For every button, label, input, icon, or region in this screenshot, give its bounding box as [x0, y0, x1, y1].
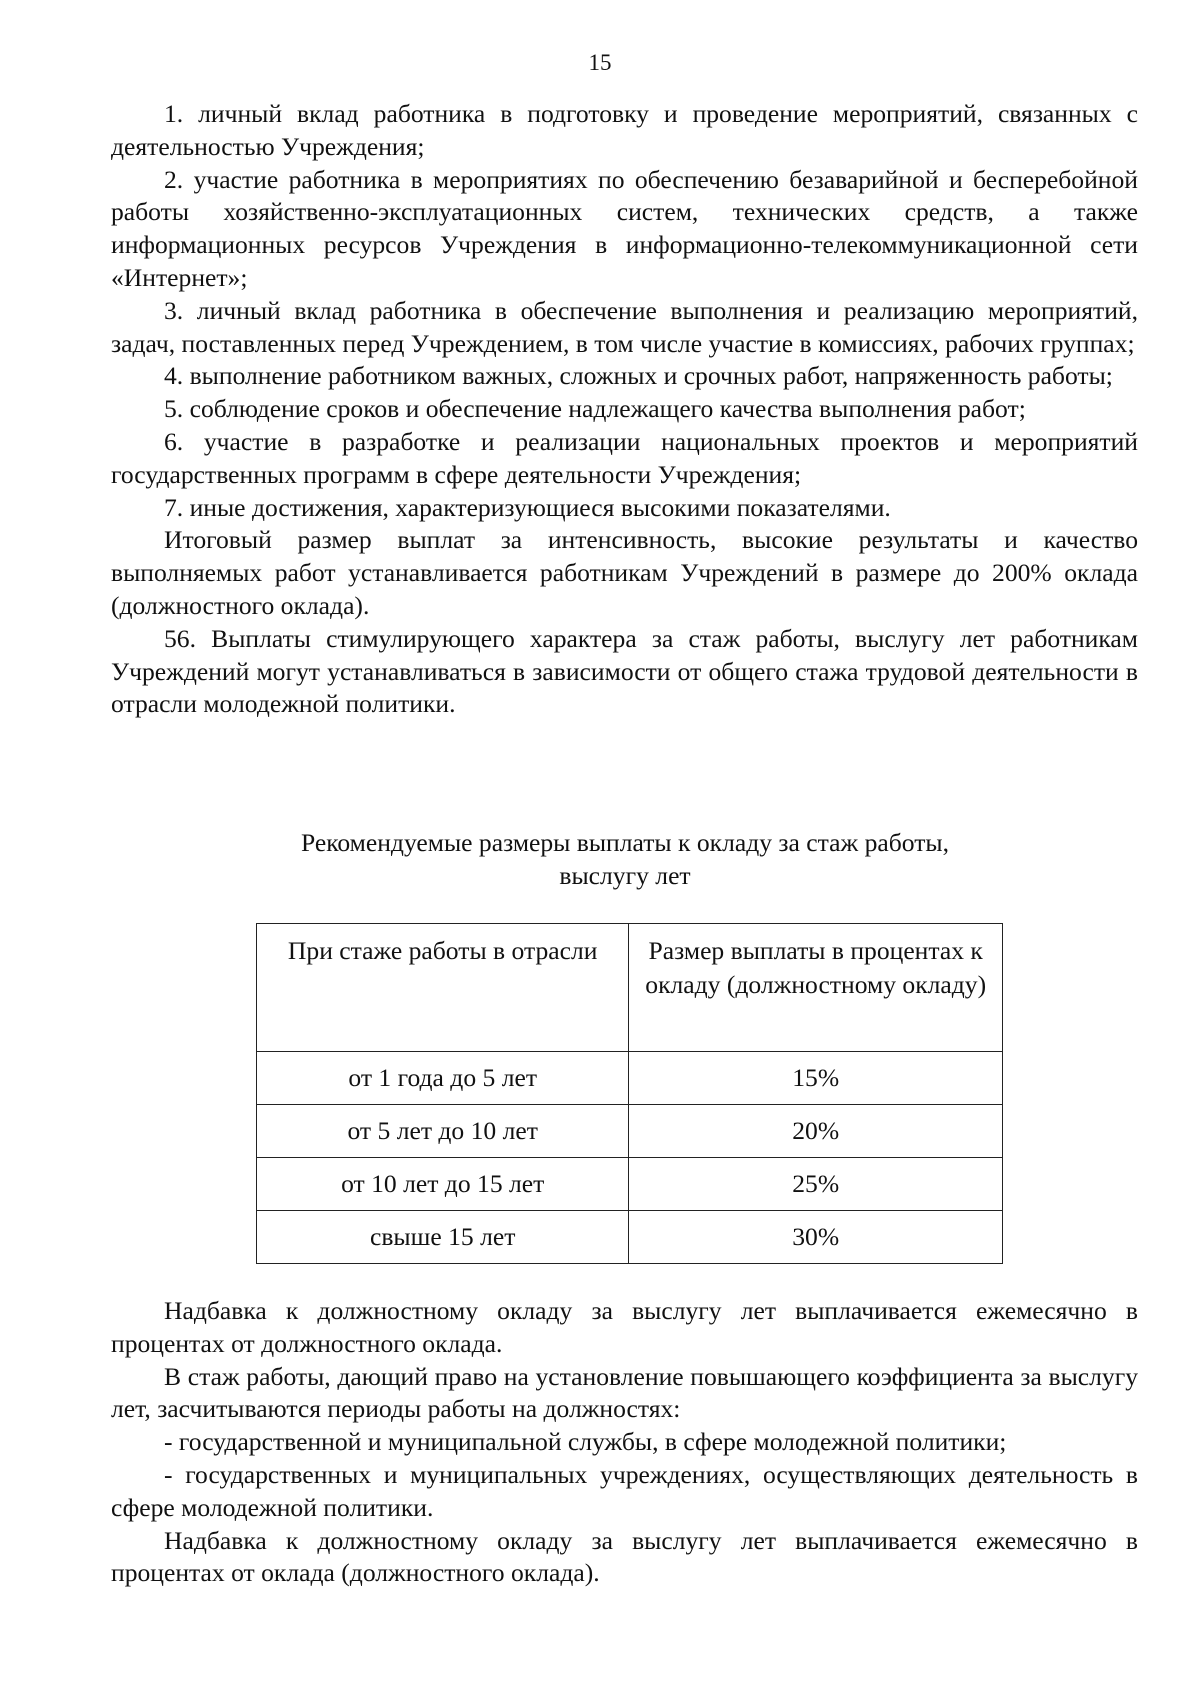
- header-stazh: При стаже работы в отрасли: [257, 924, 629, 1052]
- table-cell-percent: 20%: [629, 1105, 1003, 1158]
- list-item-6: 6. участие в разработке и реализации национальных проектов и мероприятий государственных программ в сфере деятельности Учреждения;: [111, 426, 1138, 489]
- table-row: [257, 1158, 1003, 1211]
- table-header-row: [257, 924, 1003, 1052]
- page-number: 15: [588, 50, 612, 75]
- table-cell-stazh: от 5 лет до 10 лет: [257, 1105, 629, 1158]
- table-caption: [200, 827, 1050, 893]
- list-item-3: 3. личный вклад работника в обеспечение выполнения и реализацию мероприятий, задач, поставленных перед Учреждением, в том числе участие в комиссиях, рабочих группах;: [111, 295, 1138, 358]
- document-body-top: [111, 98, 1138, 721]
- table-cell-stazh: от 10 лет до 15 лет: [257, 1158, 629, 1211]
- table-caption-line-1: Рекомендуемые размеры выплаты к окладу за стаж работы,: [300, 828, 950, 857]
- paragraph-total-size: Итоговый размер выплат за интенсивность, высокие результаты и качество выполняемых работ устанавливается работникам Учреждений в размере до 200% оклада (должностного оклада).: [111, 525, 1138, 620]
- paragraph-clause-56: 56. Выплаты стимулирующего характера за стаж работы, выслугу лет работникам Учреждений могут устанавливаться в зависимости от общего стажа трудовой деятельности в отрасли молодежной политики.: [111, 623, 1138, 719]
- paragraph-allowance-oklad: Надбавка к должностному окладу за выслугу лет выплачивается ежемесячно в процентах от оклада (должностного оклада).: [111, 1525, 1138, 1588]
- list-item-2: 2. участие работника в мероприятиях по обеспечению безаварийной и бесперебойной работы хозяйственно-эксплуатационных систем, технических средств, а также информационных ресурсов Учреждения в информационно-телекоммуникационной сети «Интернет»;: [111, 164, 1138, 292]
- list-item-4: 4. выполнение работником важных, сложных и срочных работ, напряженность работы;: [164, 361, 1113, 391]
- table-row: [257, 1052, 1003, 1105]
- table-cell-stazh: от 1 года до 5 лет: [257, 1052, 629, 1105]
- document-body-bottom: [111, 1295, 1138, 1590]
- table-cell-percent: 30%: [629, 1211, 1003, 1264]
- table-caption-line-2: выслугу лет: [559, 860, 691, 890]
- table-row: [257, 1105, 1003, 1158]
- list-item-1: 1. личный вклад работника в подготовку и проведение мероприятий, связанных с деятельностью Учреждения;: [111, 99, 1138, 161]
- table-cell-stazh: свыше 15 лет: [257, 1211, 629, 1264]
- table-cell-percent: 15%: [629, 1052, 1003, 1105]
- table-row: [257, 1211, 1003, 1264]
- paragraph-state-service: - государственной и муниципальной службы, в сфере молодежной политики;: [164, 1427, 1007, 1457]
- list-item-5: 5. соблюдение сроков и обеспечение надлежащего качества выполнения работ;: [164, 394, 1026, 424]
- header-payment-percent: Размер выплаты в процентах к окладу (должностному окладу): [629, 924, 1003, 1052]
- paragraph-allowance-monthly: Надбавка к должностному окладу за выслугу лет выплачивается ежемесячно в процентах от должностного оклада.: [111, 1296, 1138, 1358]
- paragraph-state-institutions: - государственных и муниципальных учреждениях, осуществляющих деятельность в сфере молодежной политики.: [111, 1459, 1138, 1522]
- paragraph-stazh-periods: В стаж работы, дающий право на установление повышающего коэффициента за выслугу лет, засчитываются периоды работы на должностях:: [111, 1361, 1138, 1424]
- table-cell-percent: 25%: [629, 1158, 1003, 1211]
- list-item-7: 7. иные достижения, характеризующиеся высокими показателями.: [164, 492, 891, 522]
- stazh-payment-table: [256, 923, 1003, 1264]
